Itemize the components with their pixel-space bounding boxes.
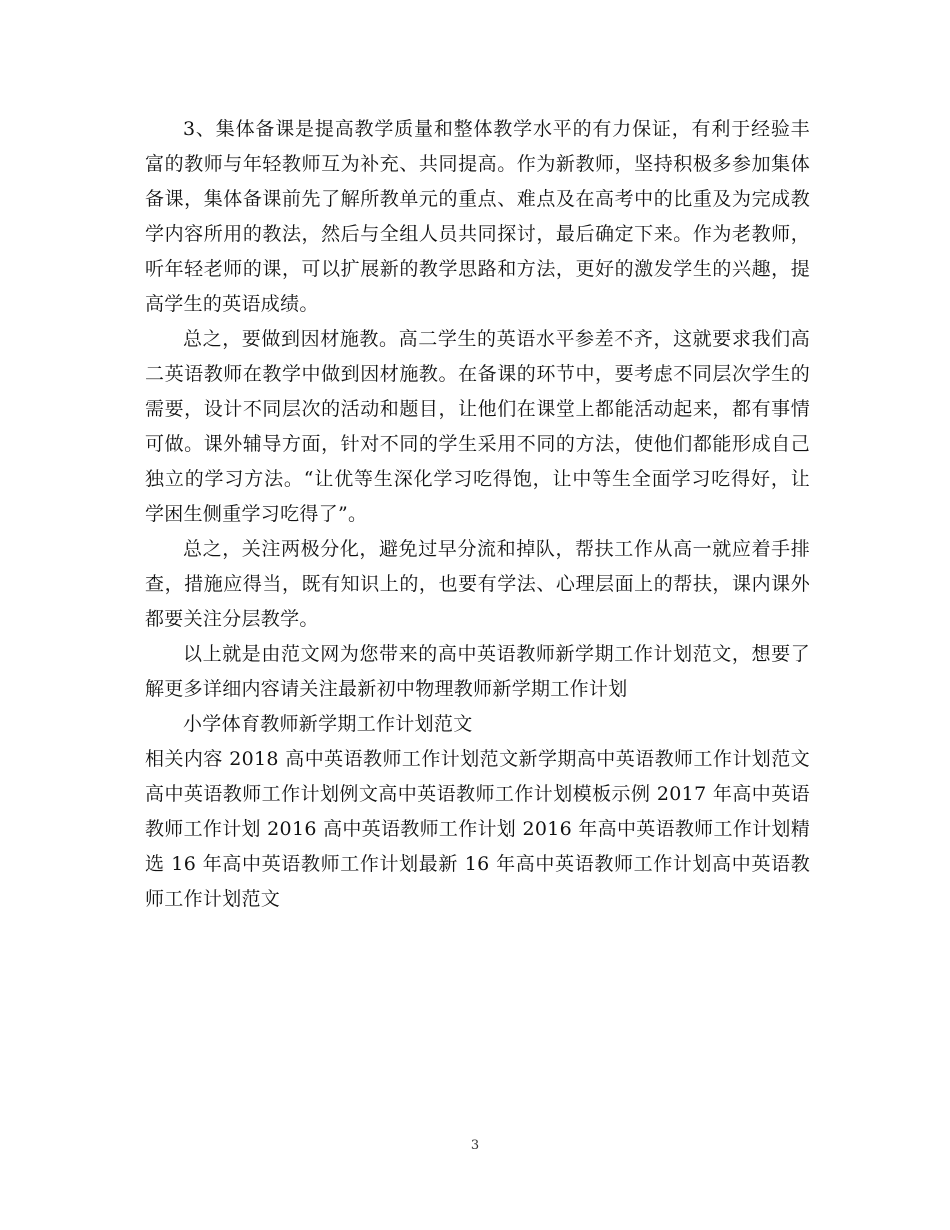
paragraph-teach-by-aptitude: 总之，要做到因材施教。高二学生的英语水平参差不齐，这就要求我们高二英语教师在教学中做到因材施教。在备课的环节中，要考虑不同层次学生的需要，设计不同层次的活动和题目，让他们在课堂上都能活动起来，都有事情可做。课外辅导方面，针对不同的学生采用不同的方法，使他们都能形成自己独立的学习方法。“让优等生深化学习吃得饱，让中等生全面学习吃得好，让学困生侧重学习吃得了”。 bbox=[145, 328, 810, 525]
page-number: 3 bbox=[470, 1138, 480, 1153]
paragraph-collective-lesson-prep: 3、集体备课是提高教学质量和整体教学水平的有力保证，有利于经验丰富的教师与年轻教师互为补充、共同提高。作为新教师，坚持积极多参加集体备课，集体备课前先了解所教单元的重点、难点及在高考中的比重及为完成教学内容所用的教法，然后与全组人员共同探讨，最后确定下来。作为老教师，听年轻老师的课，可以扩展新的教学思路和方法，更好的激发学生的兴趣，提高学生的英语成绩。 bbox=[145, 118, 810, 315]
paragraph-closing-note: 以上就是由范文网为您带来的高中英语教师新学期工作计划范文，想要了解更多详细内容请关注最新初中物理教师新学期工作计划 bbox=[145, 643, 810, 700]
paragraph-pe-plan-link: 小学体育教师新学期工作计划范文 bbox=[183, 713, 473, 735]
paragraph-related-content: 相关内容 2018 高中英语教师工作计划范文新学期高中英语教师工作计划范文高中英语教师工作计划例文高中英语教师工作计划模板示例 2017 年高中英语教师工作计划 2016 高中英语教师工作计划 2016 年高中英语教师工作计划精选 16 年高中英语教师工作计划最新 16 年高中英语教师工作计划高中英语教师工作计划范文 bbox=[145, 748, 810, 910]
paragraph-polarization: 总之，关注两极分化，避免过早分流和掉队，帮扶工作从高一就应着手排查，措施应得当，既有知识上的，也要有学法、心理层面上的帮扶，课内课外都要关注分层教学。 bbox=[145, 538, 810, 630]
document-body bbox=[145, 112, 810, 917]
